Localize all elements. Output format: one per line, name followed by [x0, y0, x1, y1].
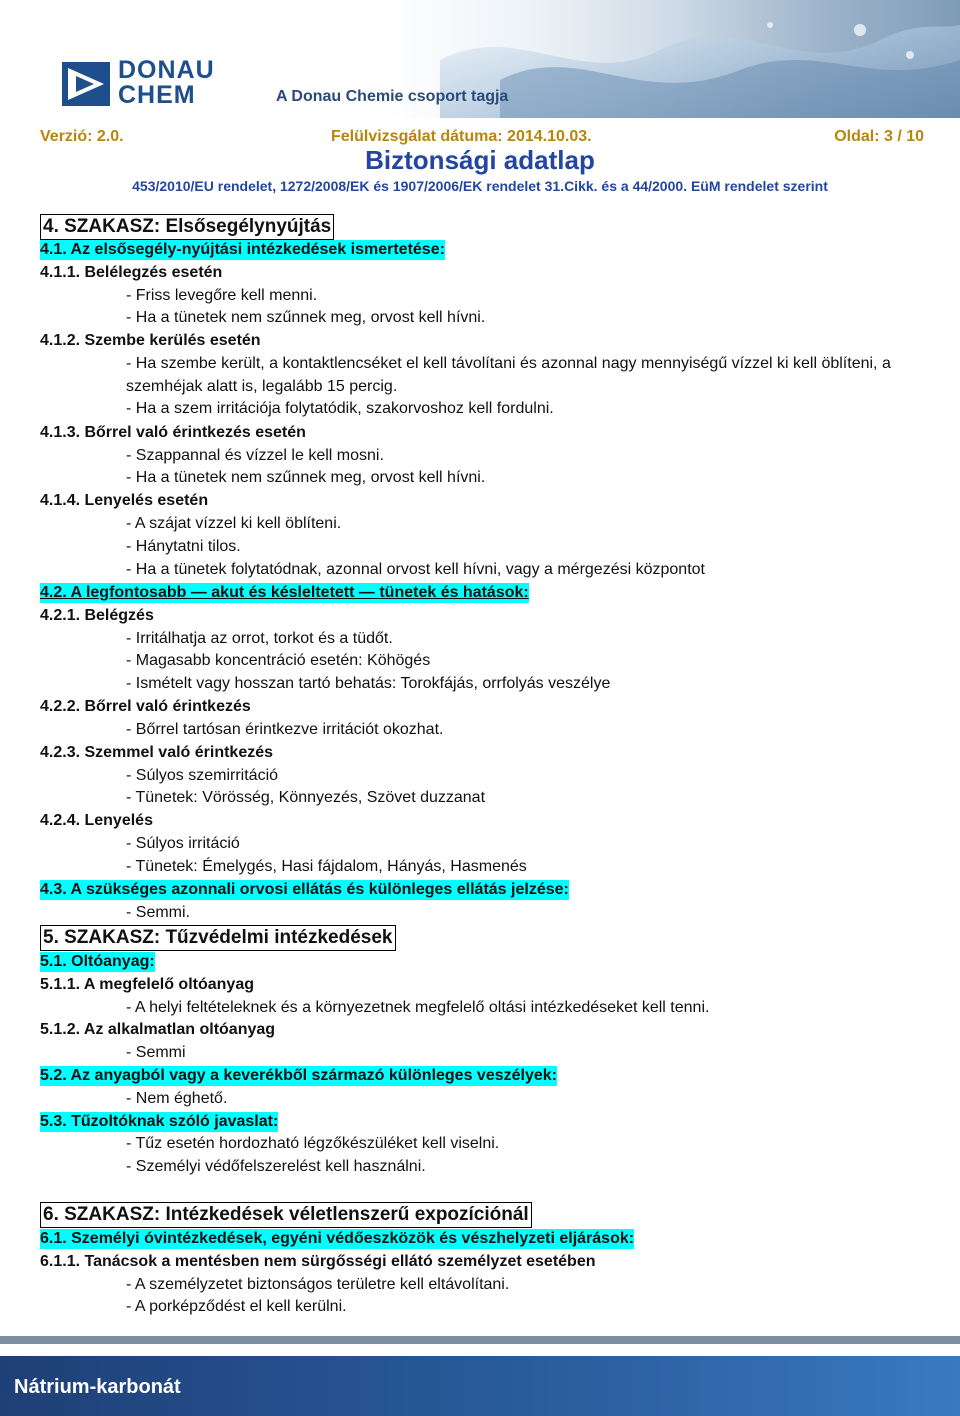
section-5-title: 5. SZAKASZ: Tűzvédelmi intézkedések — [40, 925, 396, 951]
version: Verzió: 2.0. — [40, 128, 124, 145]
heading-5-1-2: 5.1.2. Az alkalmatlan oltóanyag — [40, 1021, 276, 1038]
text-line: - Ha a tünetek nem szűnnek meg, orvost kell hívni. — [126, 469, 486, 486]
text-line: - Friss levegőre kell menni. — [126, 287, 318, 304]
text-line: - Ismételt vagy hosszan tartó behatás: Torokfájás, orrfolyás veszélye — [126, 675, 611, 692]
text-line: - Szappannal és vízzel le kell mosni. — [126, 447, 384, 464]
text-line: - Ha a tünetek nem szűnnek meg, orvost kell hívni. — [126, 309, 486, 326]
text-line: - Tűz esetén hordozható légzőkészüléket kell viselni. — [126, 1135, 500, 1152]
heading-6-1-1: 6.1.1. Tanácsok a mentésben nem sürgősségi ellátó személyzet esetében — [40, 1253, 596, 1270]
footer-bar — [0, 1356, 960, 1416]
text-line: - Magasabb koncentráció esetén: Köhögés — [126, 652, 431, 669]
heading-4-1-4: 4.1.4. Lenyelés esetén — [40, 492, 209, 509]
tagline: A Donau Chemie csoport tagja — [276, 88, 509, 105]
text-line: - Irritálhatja az orrot, torkot és a tüdőt. — [126, 630, 393, 647]
regulation-line: 453/2010/EU rendelet, 1272/2008/EK és 1907/2006/EK rendelet 31.Cikk. és a 44/2000. EüM rendelet szerint — [132, 178, 828, 194]
text-line: - Hánytatni tilos. — [126, 538, 241, 555]
text-line: - Súlyos szemirritáció — [126, 767, 279, 784]
page-number: Oldal: 3 / 10 — [834, 128, 924, 145]
text-line: - Súlyos irritáció — [126, 835, 240, 852]
text-line: szemhéjak alatt is, legalább 15 percig. — [126, 378, 398, 395]
logo-line-2: CHEM — [118, 81, 196, 109]
text-line: - Semmi — [126, 1044, 186, 1061]
subsection-5-1: 5.1. Oltóanyag: — [40, 953, 155, 970]
document-title: Biztonsági adatlap — [365, 145, 595, 175]
text-line: - Tünetek: Émelygés, Hasi fájdalom, Hányás, Hasmenés — [126, 858, 527, 875]
footer-divider — [0, 1336, 960, 1344]
subsection-4-1: 4.1. Az elsősegély-nyújtási intézkedések ismertetése: — [40, 241, 445, 258]
heading-4-2-2: 4.2.2. Bőrrel való érintkezés — [40, 698, 251, 715]
section-6-title: 6. SZAKASZ: Intézkedések véletlenszerű expozíciónál — [40, 1202, 532, 1228]
text-line: - A porképződést el kell kerülni. — [126, 1298, 347, 1315]
product-name: Nátrium-karbonát — [14, 1376, 181, 1398]
heading-4-1-1: 4.1.1. Belélegzés esetén — [40, 264, 223, 281]
subsection-6-1: 6.1. Személyi óvintézkedések, egyéni védőeszközök és vészhelyzeti eljárások: — [40, 1230, 635, 1247]
text-line: - A szájat vízzel ki kell öblíteni. — [126, 515, 342, 532]
text-line: - A helyi feltételeknek és a környezetnek megfelelő oltási intézkedéseket kell tenni. — [126, 999, 710, 1016]
heading-4-2-4: 4.2.4. Lenyelés — [40, 812, 153, 829]
subsection-4-2: 4.2. A legfontosabb — akut és késleltetett — tünetek és hatások: — [40, 584, 529, 601]
text-line: - Bőrrel tartósan érintkezve irritációt okozhat. — [126, 721, 444, 738]
heading-5-1-1: 5.1.1. A megfelelő oltóanyag — [40, 976, 254, 993]
section-4-title: 4. SZAKASZ: Elsősegélynyújtás — [40, 214, 334, 240]
text-line: - A személyzetet biztonságos területre kell eltávolítani. — [126, 1276, 510, 1293]
text-line: - Ha a tünetek folytatódnak, azonnal orvost kell hívni, vagy a mérgezési központot — [126, 561, 705, 578]
text-line: - Személyi védőfelszerelést kell használni. — [126, 1158, 426, 1175]
subsection-4-3: 4.3. A szükséges azonnali orvosi ellátás és különleges ellátás jelzése: — [40, 881, 569, 898]
heading-4-2-3: 4.2.3. Szemmel való érintkezés — [40, 744, 274, 761]
review-date: Felülvizsgálat dátuma: 2014.10.03. — [331, 128, 592, 145]
heading-4-1-3: 4.1.3. Bőrrel való érintkezés esetén — [40, 424, 306, 441]
text-line: - Nem éghető. — [126, 1090, 228, 1107]
text-line: - Tünetek: Vörösség, Könnyezés, Szövet duzzanat — [126, 789, 486, 806]
text-line: - Ha a szem irritációja folytatódik, szakorvoshoz kell fordulni. — [126, 400, 554, 417]
text-line: - Ha szembe került, a kontaktlencséket el kell távolítani és azonnal nagy mennyiségű vízzel ki kell öblíteni, a — [126, 355, 891, 372]
logo-line-1: DONAU — [118, 56, 215, 84]
subsection-5-3: 5.3. Tűzoltóknak szóló javaslat: — [40, 1113, 279, 1130]
subsection-5-2: 5.2. Az anyagból vagy a keverékből származó különleges veszélyek: — [40, 1067, 557, 1084]
text-line: - Semmi. — [126, 904, 190, 921]
heading-4-1-2: 4.1.2. Szembe kerülés esetén — [40, 332, 261, 349]
heading-4-2-1: 4.2.1. Belégzés — [40, 607, 154, 624]
